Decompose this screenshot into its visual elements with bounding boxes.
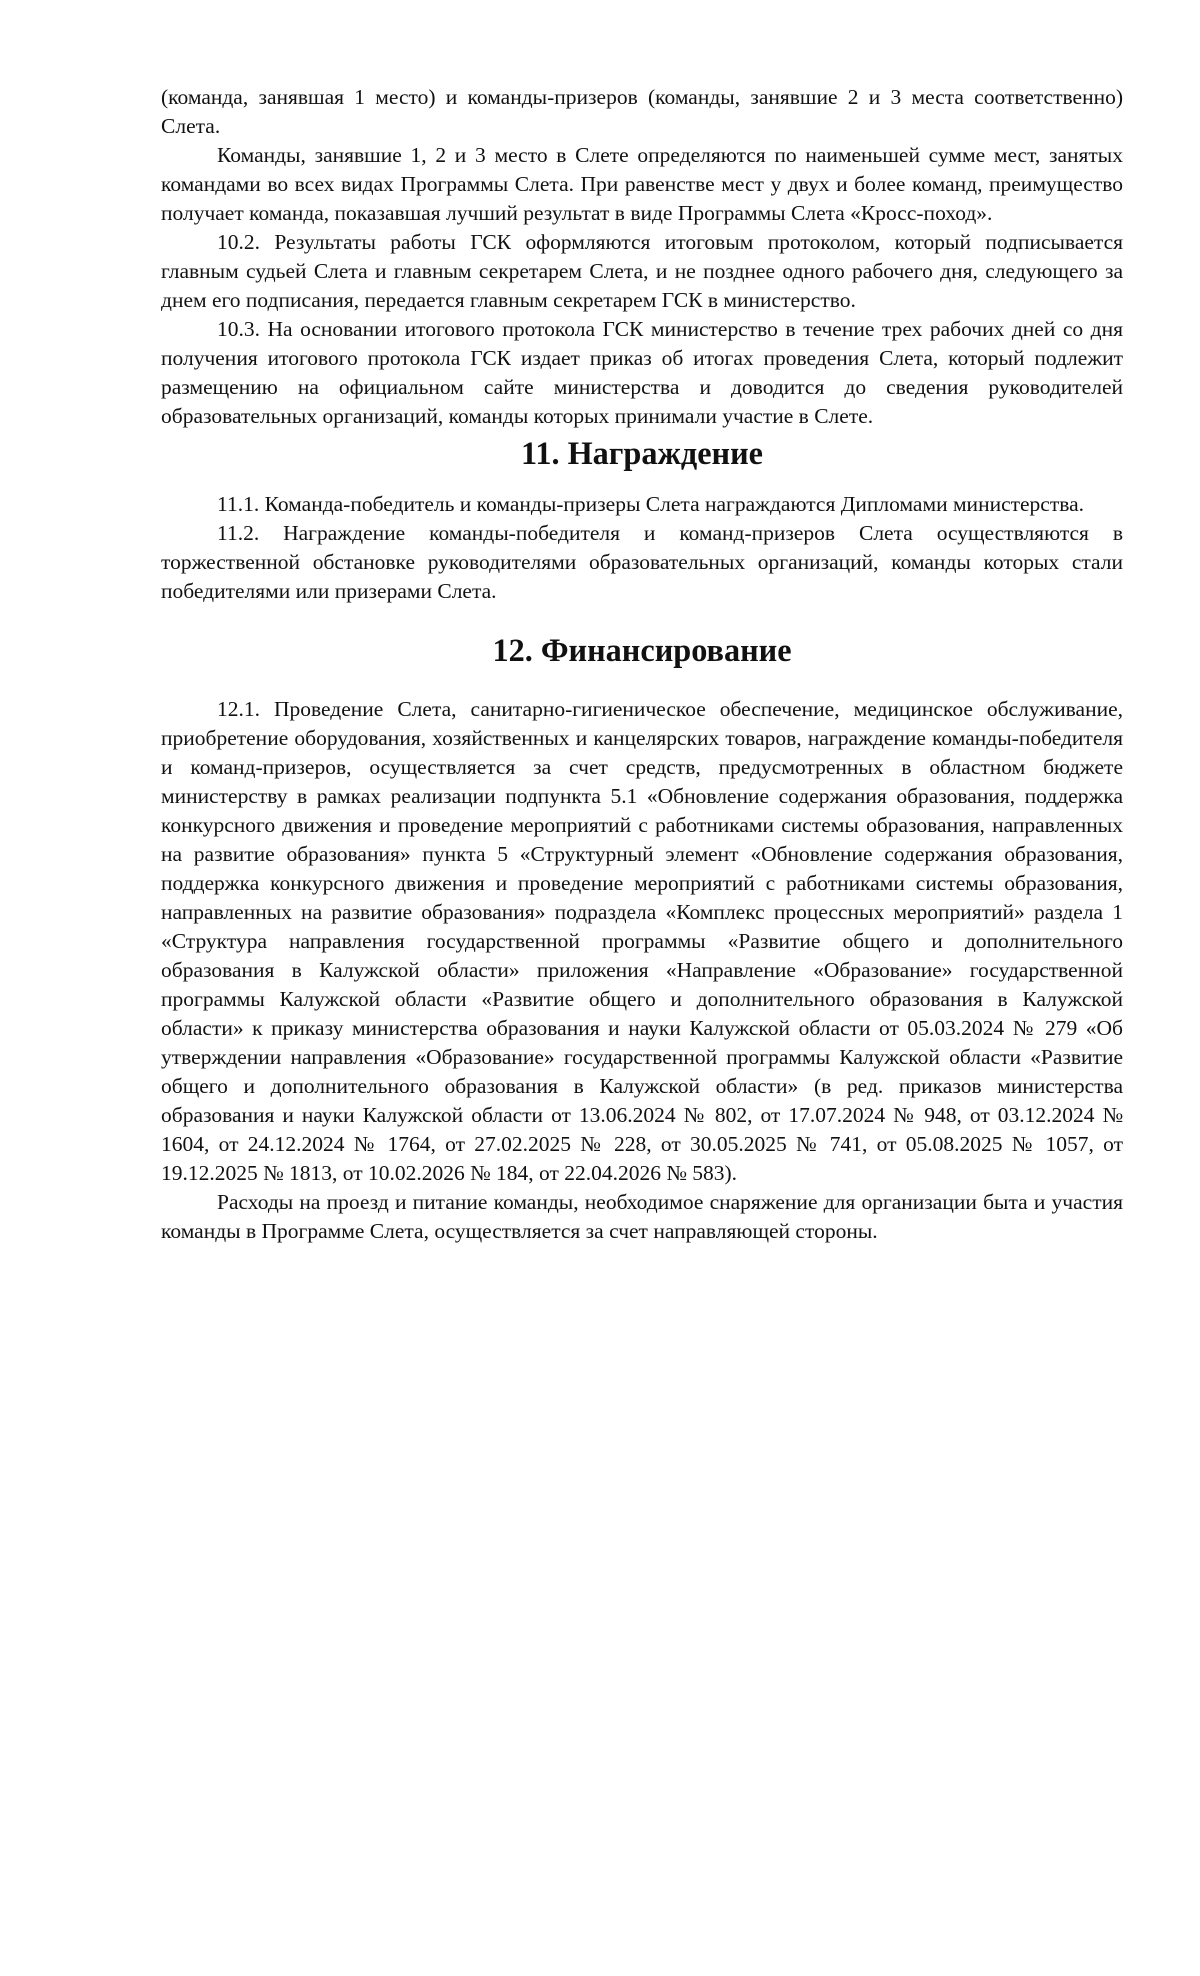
paragraph-10-2: 10.2. Результаты работы ГСК оформляются итоговым протоколом, который подписывается главным судьей Слета и главным секретарем Слета, и не позднее одного рабочего дня, следующего за днем его подписания, передается главным секретарем ГСК в министерство.	[161, 230, 1123, 312]
document-page	[161, 83, 1123, 1246]
paragraph-10-3: 10.3. На основании итогового протокола ГСК министерство в течение трех рабочих дней со дня получения итогового протокола ГСК издает приказ об итогах проведения Слета, который подлежит размещению на официальном сайте министерства и доводится до сведения руководителей образовательных организаций, команды которых принимали участие в Слете.	[161, 317, 1123, 428]
paragraph-11-1: 11.1. Команда-победитель и команды-призеры Слета награждаются Дипломами министерства.	[217, 492, 1085, 516]
paragraph-travel-expenses: Расходы на проезд и питание команды, необходимое снаряжение для организации быта и участия команды в Программе Слета, осуществляется за счет направляющей стороны.	[161, 1190, 1123, 1243]
section-12-heading: 12. Финансирование	[492, 632, 792, 668]
paragraph-places-determination: Команды, занявшие 1, 2 и 3 место в Слете определяются по наименьшей сумме мест, занятых командами во всех видах Программы Слета. При равенстве мест у двух и более команд, преимущество получает команда, показавшая лучший результат в виде Программы Слета «Кросс-поход».	[161, 143, 1123, 225]
section-11-heading: 11. Награждение	[520, 435, 763, 471]
paragraph-10-1-continuation: (команда, занявшая 1 место) и команды-призеров (команды, занявшие 2 и 3 места соответственно) Слета.	[161, 85, 1123, 138]
paragraph-11-2: 11.2. Награждение команды-победителя и команд-призеров Слета осуществляются в торжественной обстановке руководителями образовательных организаций, команды которых стали победителями или призерами Слета.	[161, 521, 1123, 603]
paragraph-12-1: 12.1. Проведение Слета, санитарно-гигиеническое обеспечение, медицинское обслуживание, приобретение оборудования, хозяйственных и канцелярских товаров, награждение команды-победителя и команд-призеров, осуществляется за счет средств, предусмотренных в областном бюджете министерству в рамках реализации подпункта 5.1 «Обновление содержания образования, поддержка конкурсного движения и проведение мероприятий с работниками системы образования, направленных на развитие образования» пункта 5 «Структурный элемент «Обновление содержания образования, поддержка конкурсного движения и проведение мероприятий с работниками системы образования, направленных на развитие образования» подраздела «Комплекс процессных мероприятий» раздела 1 «Структура направления государственной программы «Развитие общего и дополнительного образования в Калужской области» приложения «Направление «Образование» государственной программы Калужской области «Развитие общего и дополнительного образования в Калужской области» к приказу министерства образования и науки Калужской области от 05.03.2024 № 279 «Об утверждении направления «Образование» государственной программы Калужской области «Развитие общего и дополнительного образования в Калужской области» (в ред. приказов министерства образования и науки Калужской области от 13.06.2024 № 802, от 17.07.2024 № 948, от 03.12.2024 № 1604, от 24.12.2024 № 1764, от 27.02.2025 № 228, от 30.05.2025 № 741, от 05.08.2025 № 1057, от 19.12.2025 № 1813, от 10.02.2026 № 184, от 22.04.2026 № 583).	[161, 697, 1123, 1185]
